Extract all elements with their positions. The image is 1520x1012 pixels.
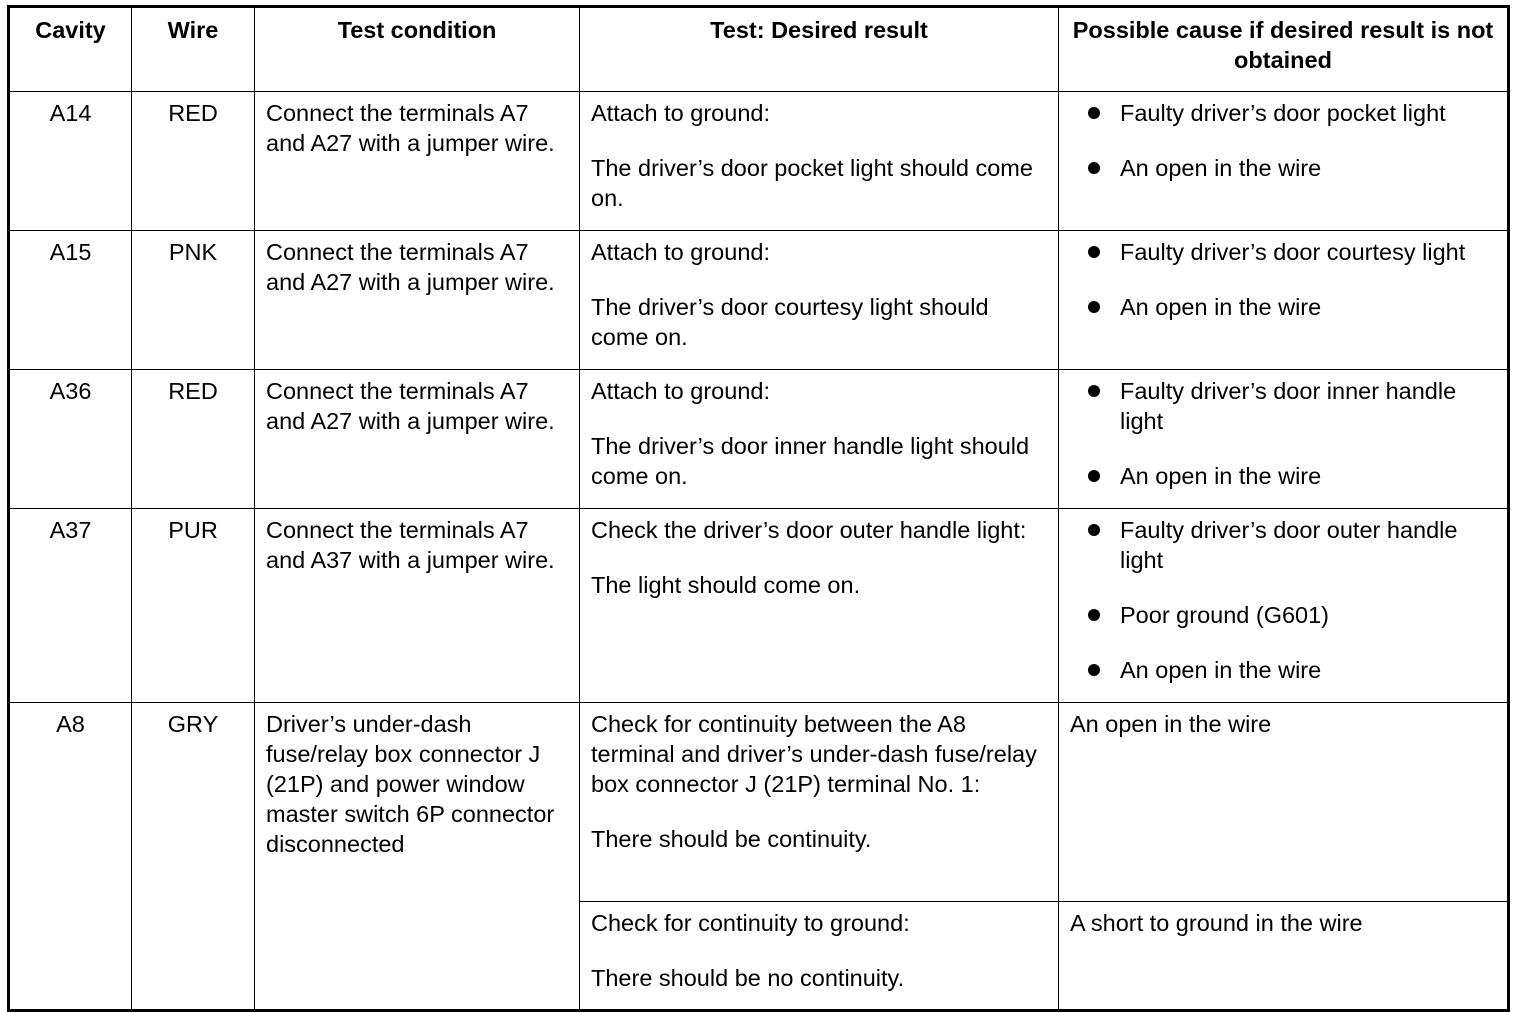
- cavity-cell: A37: [9, 509, 132, 703]
- table-row: [9, 92, 1509, 231]
- possible-cause-cell: [1059, 92, 1509, 231]
- result-expectation: The driver’s door pocket light should come on.: [591, 155, 1033, 211]
- table-row: [9, 703, 1509, 902]
- bullet-icon: [1088, 162, 1100, 174]
- cause-text: An open in the wire: [1120, 155, 1322, 181]
- cavity-cell: A15: [9, 231, 132, 370]
- cause-item: [1070, 655, 1496, 685]
- cause-text: Poor ground (G601): [1120, 602, 1330, 628]
- test-condition-cell: Connect the terminals A7 and A27 with a jumper wire.: [255, 231, 580, 370]
- bullet-icon: [1088, 385, 1100, 397]
- bullet-icon: [1088, 524, 1100, 536]
- result-expectation: There should be no continuity.: [591, 965, 905, 991]
- test-condition-cell: Driver’s under-dash fuse/relay box connector J (21P) and power window master switch 6P connector disconnected: [255, 703, 580, 1011]
- possible-cause-cell: [1059, 231, 1509, 370]
- cavity-cell: A14: [9, 92, 132, 231]
- desired-result-cell: [580, 902, 1059, 1011]
- result-instruction: Check the driver’s door outer handle light:: [591, 517, 1027, 543]
- cavity-cell: A36: [9, 370, 132, 509]
- result-instruction: Attach to ground:: [591, 100, 770, 126]
- header-wire: Wire: [132, 7, 255, 92]
- cause-text: A short to ground in the wire: [1070, 910, 1363, 936]
- header-possible-cause: Possible cause if desired result is not obtained: [1059, 7, 1509, 92]
- cause-text: An open in the wire: [1070, 711, 1272, 737]
- cause-item: [1070, 153, 1496, 183]
- cause-list: [1070, 376, 1496, 491]
- bullet-icon: [1088, 470, 1100, 482]
- table-row: [9, 509, 1509, 703]
- desired-result-cell: [580, 703, 1059, 902]
- test-condition-cell: Connect the terminals A7 and A27 with a jumper wire.: [255, 92, 580, 231]
- desired-result-cell: [580, 231, 1059, 370]
- possible-cause-cell: [1059, 509, 1509, 703]
- desired-result-cell: [580, 370, 1059, 509]
- cause-item: [1070, 461, 1496, 491]
- result-expectation: The light should come on.: [591, 572, 861, 598]
- result-expectation: The driver’s door courtesy light should come on.: [591, 294, 989, 350]
- cause-item: [1070, 376, 1496, 436]
- bullet-icon: [1088, 246, 1100, 258]
- header-row: [9, 7, 1509, 92]
- wire-color-cell: RED: [132, 92, 255, 231]
- result-instruction: Attach to ground:: [591, 378, 770, 404]
- wire-color-cell: PNK: [132, 231, 255, 370]
- cause-text: Faulty driver’s door pocket light: [1120, 100, 1446, 126]
- cause-item: [1070, 600, 1496, 630]
- wire-color-cell: RED: [132, 370, 255, 509]
- cause-item: [1070, 515, 1496, 575]
- desired-result-cell: [580, 92, 1059, 231]
- wire-color-cell: PUR: [132, 509, 255, 703]
- cause-item: [1070, 237, 1496, 267]
- wire-color-cell: GRY: [132, 703, 255, 1011]
- result-expectation: The driver’s door inner handle light should come on.: [591, 433, 1030, 489]
- cause-text: Faulty driver’s door inner handle light: [1120, 378, 1457, 434]
- result-instruction: Check for continuity to ground:: [591, 910, 910, 936]
- cause-list: [1070, 98, 1496, 183]
- bullet-icon: [1088, 664, 1100, 676]
- cause-list: [1070, 515, 1496, 685]
- result-instruction: Attach to ground:: [591, 239, 770, 265]
- bullet-icon: [1088, 301, 1100, 313]
- result-instruction: Check for continuity between the A8 terminal and driver’s under-dash fuse/relay box connector J (21P) terminal No. 1:: [591, 711, 1037, 797]
- test-condition-cell: Connect the terminals A7 and A37 with a jumper wire.: [255, 509, 580, 703]
- possible-cause-cell: [1059, 703, 1509, 902]
- header-cavity: Cavity: [9, 7, 132, 92]
- table-row: [9, 370, 1509, 509]
- cause-text: Faulty driver’s door courtesy light: [1120, 239, 1466, 265]
- cause-list: [1070, 237, 1496, 322]
- header-test-condition: Test condition: [255, 7, 580, 92]
- cause-item: [1070, 98, 1496, 128]
- table-row: [9, 231, 1509, 370]
- test-condition-cell: Connect the terminals A7 and A27 with a jumper wire.: [255, 370, 580, 509]
- cause-text: An open in the wire: [1120, 657, 1322, 683]
- bullet-icon: [1088, 609, 1100, 621]
- bullet-icon: [1088, 107, 1100, 119]
- result-expectation: There should be continuity.: [591, 826, 872, 852]
- possible-cause-cell: [1059, 370, 1509, 509]
- desired-result-cell: [580, 509, 1059, 703]
- diagnostic-table: [7, 5, 1510, 1012]
- cause-text: Faulty driver’s door outer handle light: [1120, 517, 1458, 573]
- cause-text: An open in the wire: [1120, 463, 1322, 489]
- cause-text: An open in the wire: [1120, 294, 1322, 320]
- cavity-cell: A8: [9, 703, 132, 1011]
- possible-cause-cell: [1059, 902, 1509, 1011]
- header-desired-result: Test: Desired result: [580, 7, 1059, 92]
- cause-item: [1070, 292, 1496, 322]
